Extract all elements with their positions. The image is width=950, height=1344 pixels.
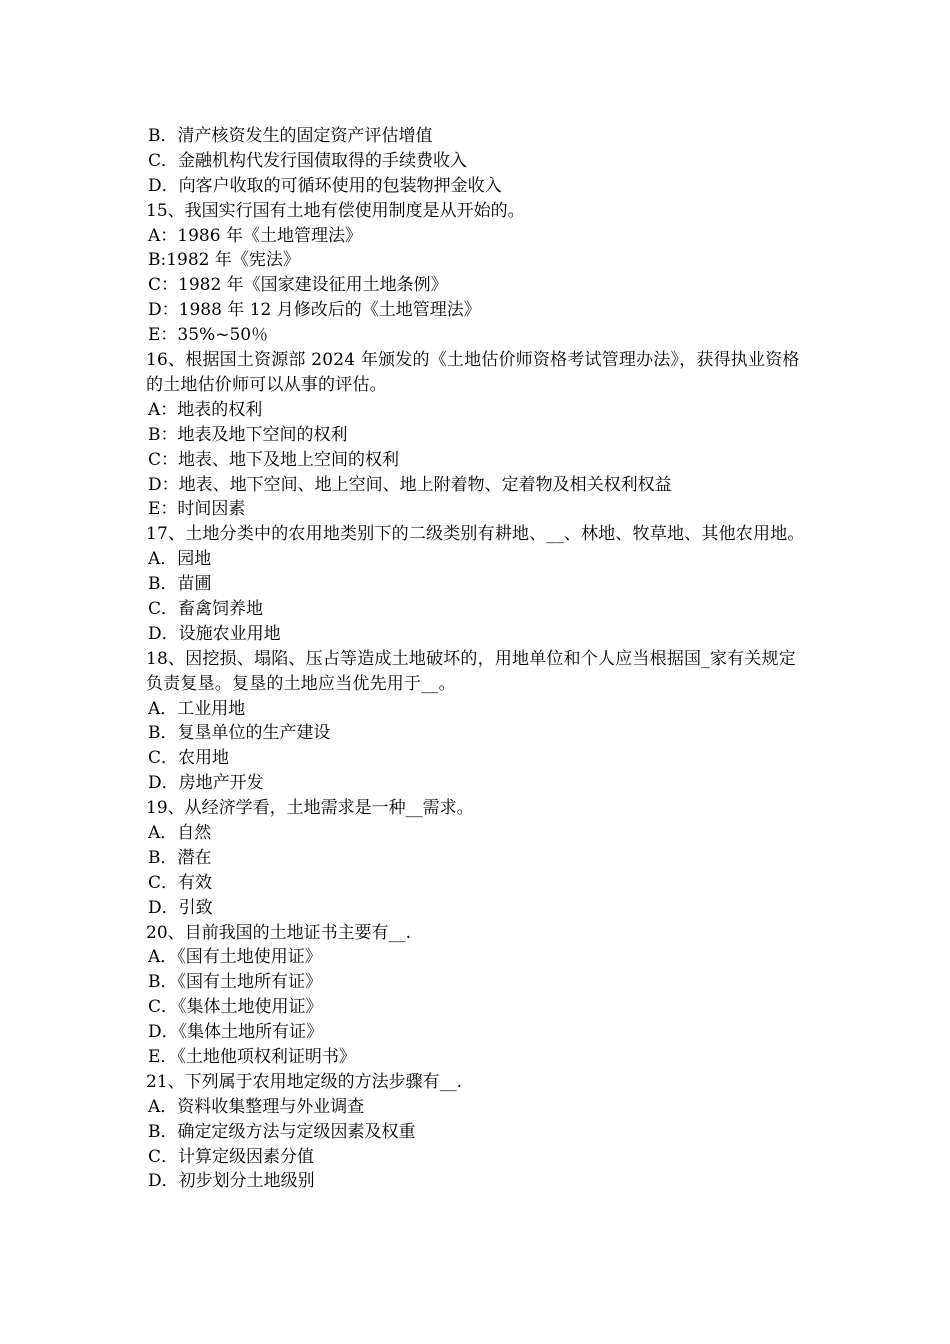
answer-option: B:1982 年《宪法》 [148,250,300,271]
answer-option: C．《集体土地使用证》 [148,997,323,1018]
answer-option: A：1986 年《土地管理法》 [148,225,362,246]
answer-option: C．农用地 [148,748,230,769]
answer-option: E．《土地他项权利证明书》 [148,1047,356,1068]
question-text: 17、土地分类中的农用地类别下的二级类别有耕地、__、林地、牧草地、其他农用地。 [146,524,805,545]
answer-option: B：地表及地下空间的权利 [148,424,348,445]
answer-option: C．计算定级因素分值 [148,1146,315,1167]
answer-option: A．工业用地 [148,698,246,719]
question-text: 20、目前我国的土地证书主要有__. [146,922,412,943]
answer-option: D．房地产开发 [148,773,264,794]
answer-option: D．《集体土地所有证》 [148,1022,324,1043]
answer-option: D．向客户收取的可循环使用的包装物押金收入 [148,175,502,196]
answer-option: A．《国有土地使用证》 [148,947,322,968]
answer-option: D．设施农业用地 [148,623,281,644]
answer-option: E：时间因素 [148,499,246,520]
answer-option: B．苗圃 [148,574,212,595]
answer-option: C．有效 [148,872,213,893]
answer-option: D：1988 年 12 月修改后的《土地管理法》 [148,300,481,321]
answer-option: E：35%~50％ [148,325,269,346]
answer-option: D：地表、地下空间、地上空间、地上附着物、定着物及相关权利权益 [148,474,672,495]
answer-option: B．潜在 [148,847,212,868]
question-text: 16、根据国土资源部 2024 年颁发的《土地估价师资格考试管理办法》，获得执业资格的土地估价师可以从事的评估。 [146,350,800,395]
answer-option: A．园地 [148,549,212,570]
answer-option: A．资料收集整理与外业调查 [148,1096,365,1117]
document-body [146,124,810,1194]
question-text: 19、从经济学看，土地需求是一种__需求。 [146,798,474,819]
answer-option: C．畜禽饲养地 [148,598,264,619]
answer-option: C．金融机构代发行国债取得的手续费收入 [148,150,468,171]
answer-option: D．引致 [148,897,213,918]
question-text: 15、我国实行国有土地有偿使用制度是从开始的。 [146,200,525,221]
answer-option: A：地表的权利 [148,399,263,420]
answer-option: A．自然 [148,823,212,844]
answer-option: B．《国有土地所有证》 [148,972,322,993]
answer-option: C：1982 年《国家建设征用土地条例》 [148,275,448,296]
answer-option: B．清产核资发生的固定资产评估增值 [148,126,433,146]
answer-option: D．初步划分土地级别 [148,1171,315,1192]
question-text: 21、下列属于农用地定级的方法步骤有__. [146,1071,463,1092]
answer-option: C：地表、地下及地上空间的权利 [148,449,400,470]
question-text: 18、因挖损、塌陷、压占等造成土地破坏的，用地单位和个人应当根据国_家有关规定负责复垦。复垦的土地应当优先用于__。 [146,648,796,694]
answer-option: B．复垦单位的生产建设 [148,723,331,744]
answer-option: B．确定定级方法与定级因素及权重 [148,1121,416,1142]
